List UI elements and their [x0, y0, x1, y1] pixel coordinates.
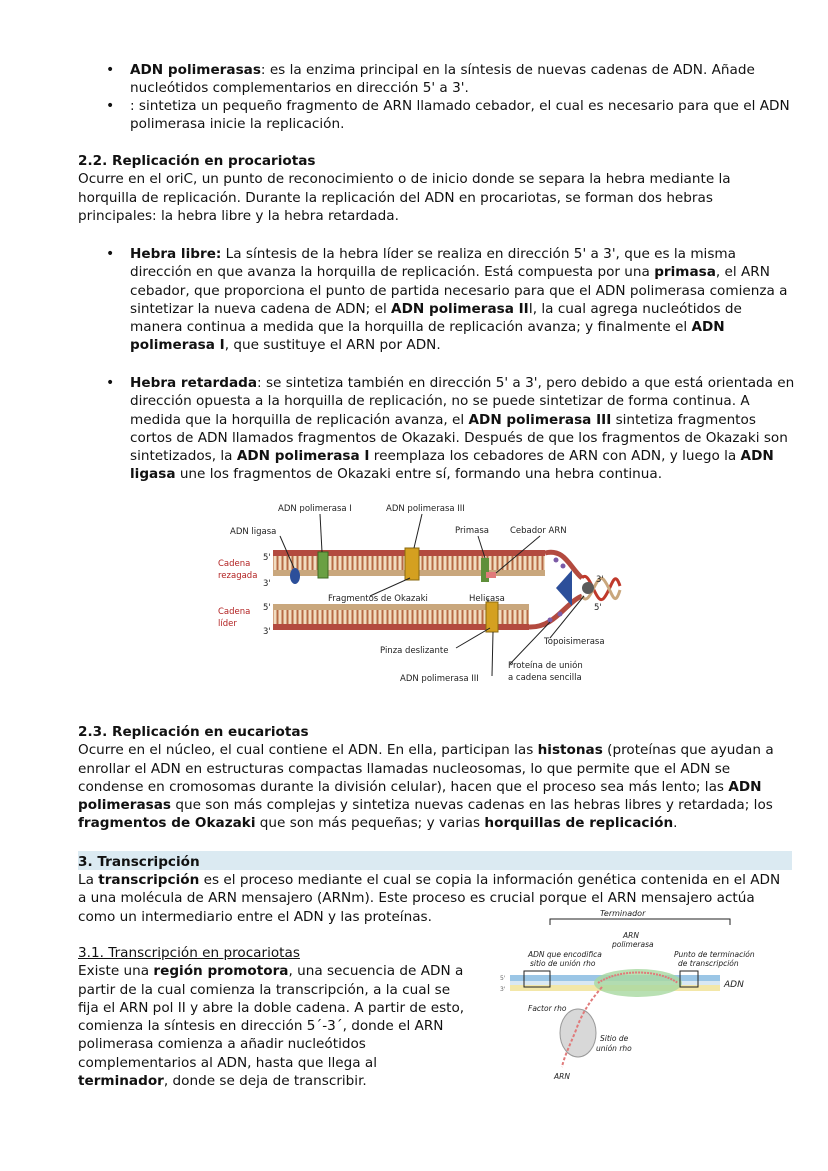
bullet-item — [106, 97, 795, 134]
bold-run: región promotora — [153, 963, 289, 980]
bold-run: fragmentos de Okazaki — [78, 815, 256, 832]
bold-run: ADN polimerasa III — [468, 411, 612, 428]
label-punto-2: de transcripción — [678, 959, 739, 968]
replication-fork-diagram — [210, 498, 630, 693]
transcription-termination-diagram — [490, 905, 790, 1085]
text-run: , el ARN cebador, que proporciona el punto de partida necesario para que el ADN polimerasa comienza a sintetizar la nueva cadena de ADN; el — [130, 264, 788, 317]
label-lider-2: líder — [218, 619, 237, 629]
text-run: La — [78, 872, 99, 888]
bold-run: ADN ligasa — [130, 448, 774, 483]
bold-run: terminador — [78, 1073, 164, 1090]
label-union-1: Proteína de unión — [508, 661, 583, 671]
label-okazaki: Fragmentos de Okazaki — [328, 594, 428, 604]
section-heading: 2.2. Replicación en procariotas — [78, 153, 316, 169]
label-pol3-top: ADN polimerasa III — [386, 504, 465, 514]
label-sitio-2: unión rho — [596, 1044, 632, 1053]
bullet-dot: • — [106, 375, 115, 391]
label-arn-pol-2: polimerasa — [612, 940, 654, 949]
rho-factor-shape — [560, 1009, 596, 1057]
label-5prime: 5' — [500, 975, 506, 982]
bullet-dot: • — [106, 98, 115, 114]
label-helicasa: Helicasa — [469, 594, 505, 604]
label-pol3-bottom: ADN polimerasa III — [400, 674, 479, 684]
label-3prime: 3' — [263, 627, 271, 637]
section-3-1 — [78, 944, 470, 1090]
topoisomerase-shape — [582, 582, 594, 594]
label-union-2: a cadena sencilla — [508, 673, 582, 683]
label-arn: ARN — [554, 1072, 570, 1081]
label-punto-1: Punto de terminación — [674, 950, 755, 959]
bullet-term: Hebra retardada — [130, 375, 258, 391]
primase-shape — [481, 558, 489, 582]
label-pol1: ADN polimerasa I — [278, 504, 352, 514]
section-3-heading-band — [78, 851, 792, 870]
label-3prime: 3' — [263, 579, 271, 589]
text-run: : se sintetiza también en dirección 5' a 3', pero debido a que está orientada en dirección opuesta a la horquilla de replicación, no se puede sintetizar de forma continua. A medida que la horquilla de replicación avanza, el — [130, 375, 795, 428]
pol1-shape — [318, 552, 328, 578]
text-run: une los fragmentos de Okazaki entre sí, formando una hebra continua. — [175, 466, 663, 483]
parental-strand — [529, 596, 582, 627]
text-run: , que sustituye el ARN por ADN. — [224, 337, 441, 354]
label-encodifica-2: sitio de unión rho — [530, 959, 596, 968]
label-encodifica-1: ADN que encodifica — [528, 950, 602, 959]
rna-polymerase-shape — [594, 969, 682, 997]
section-body — [78, 962, 470, 1090]
label-primasa: Primasa — [455, 526, 489, 536]
bold-run: transcripción — [98, 872, 200, 888]
bullet-dot: • — [106, 62, 115, 78]
section-body: Ocurre en el oriC, un punto de reconocimiento o de inicio donde se separa la hebra mediante la horquilla de replicación. Durante la replicación del ADN en procariotas, se forman dos hebras principales: la hebra libre y la hebra retardada. — [78, 171, 731, 224]
rna-primer-shape — [486, 572, 496, 578]
section-heading: 3.1. Transcripción en procariotas — [78, 945, 300, 961]
text-run: (proteínas que ayudan a enrollar el ADN en estructuras compactas llamadas nucleosomas, lo que permite que el ADN se condense en cromosomas durante la división celular), hacen que el proceso sea más lento; las — [78, 742, 774, 795]
label-terminador: Terminador — [600, 909, 646, 918]
label-pinza: Pinza deslizante — [380, 646, 449, 656]
text-run: sintetiza fragmentos cortos de ADN llamados fragmentos de Okazaki. Después de que los fragmentos de Okazaki son sintetizados, la — [130, 411, 788, 465]
bullet-hebra-retardada — [106, 374, 795, 484]
bold-run: histonas — [537, 742, 603, 759]
label-5prime: 5' — [263, 553, 271, 563]
label-sitio-1: Sitio de — [600, 1034, 629, 1043]
label-rezagada-1: Cadena — [218, 559, 251, 569]
bullet-item — [106, 61, 795, 98]
bold-run: ADN polimerasa II — [391, 300, 529, 317]
bold-run: ADN polimerasa I — [130, 319, 725, 354]
label-arn-pol-1: ARN — [623, 931, 639, 940]
label-ligasa: ADN ligasa — [230, 527, 277, 537]
ligase-shape — [290, 568, 300, 584]
section-heading: 3. Transcripción — [78, 854, 200, 870]
label-5prime: 5' — [594, 603, 602, 613]
label-cebador: Cebador ARN — [510, 526, 567, 536]
label-rezagada-2: rezagada — [218, 571, 258, 581]
label-3prime: 3' — [500, 986, 506, 993]
text-run: Existe una — [78, 963, 154, 980]
text-run: I, la cual agrega nucleótidos de manera continua a medida que la horquilla de replicación avanza; y finalmente el — [130, 300, 742, 336]
label-rho: Factor rho — [528, 1004, 567, 1013]
text-run: , una secuencia de ADN a partir de la cual comienza la transcripción, a la cual se fija el ARN pol II y abre la doble cadena. A partir de esto, comienza la síntesis en dirección 5´-3´, donde el ARN polimerasa comienza a añadir nucleótidos complementarios al ADN, hasta que llega al — [78, 963, 465, 1071]
section-2-3 — [78, 723, 790, 833]
bold-run: primasa — [654, 264, 716, 281]
text-run: La síntesis de la hebra líder se realiza en dirección 5' a 3', que es la misma dirección en que avanza la horquilla de replicación. Está compuesta por una — [130, 246, 736, 281]
label-topo: Topoisimerasa — [544, 637, 605, 647]
pol3-leading-shape — [486, 602, 498, 632]
bullet-text: : sintetiza un pequeño fragmento de ARN llamado cebador, el cual es necesario para que el ADN polimerasa inicie la replicación. — [130, 98, 790, 133]
text-run: que son más pequeñas; y varias — [255, 815, 485, 832]
pol3-lagging-shape — [405, 548, 419, 580]
bullet-text: : es la enzima principal en la síntesis de nuevas cadenas de ADN. Añade nucleótidos complementarios en dirección 5' a 3'. — [130, 62, 755, 97]
bold-run: ADN polimerasas — [78, 778, 762, 814]
terminator-bracket — [550, 919, 730, 925]
text-run: reemplaza los cebadores de ARN con ADN, y luego la — [369, 448, 741, 465]
text-run: . — [673, 815, 678, 832]
label-lider-1: Cadena — [218, 607, 251, 617]
bullet-dot: • — [106, 246, 115, 262]
label-3prime: 3' — [596, 575, 604, 585]
label-5prime: 5' — [263, 603, 271, 613]
label-adn: ADN — [724, 980, 744, 990]
text-run: , donde se deja de transcribir. — [163, 1073, 367, 1090]
bullet-hebra-libre — [106, 245, 795, 355]
bullet-term: ADN polimerasas — [130, 62, 261, 78]
section-heading: 2.3. Replicación en eucariotas — [78, 724, 309, 740]
section-2-2 — [78, 152, 790, 225]
bold-run: horquillas de replicación — [484, 815, 674, 832]
text-run: es el proceso mediante el cual se copia la información genética contenida en el ADN a una molécula de ARN mensajero (ARNm). Este proceso es crucial porque el ARN mensajero actúa como un intermediario entre el ADN y las proteínas. — [78, 872, 781, 925]
text-run: que son más complejas y sintetiza nuevas cadenas en las hebras libres y retardada; los — [171, 797, 773, 814]
text-run: Ocurre en el núcleo, el cual contiene el ADN. En ella, participan las — [78, 742, 538, 759]
bullet-term: Hebra libre: — [130, 246, 222, 262]
bold-run: ADN polimerasa I — [236, 448, 370, 465]
helicase-shape — [556, 570, 572, 606]
section-body — [78, 741, 790, 832]
